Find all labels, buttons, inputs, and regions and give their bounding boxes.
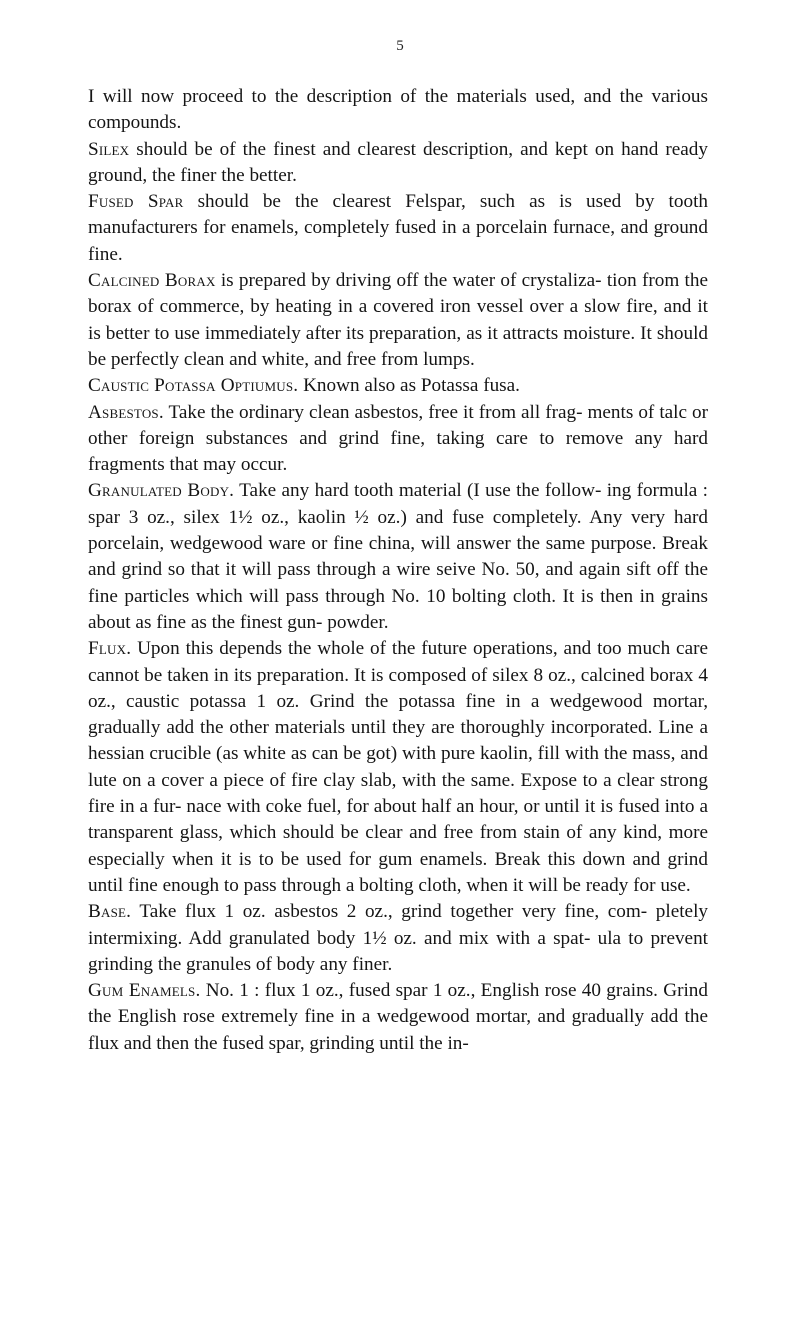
paragraph-calcined-borax bbox=[88, 268, 708, 373]
paragraph-caustic-potassa bbox=[88, 373, 708, 399]
paragraph-heading: Granulated Body. bbox=[88, 480, 235, 502]
paragraph-asbestos bbox=[88, 400, 708, 479]
paragraph-text: Known also as Potassa fusa. bbox=[298, 375, 520, 397]
paragraph-text: Take the ordinary clean asbestos, free it from all frag- ments of talc or other foreign substances and grind fine, taking care to remove any hard fragments that may occur. bbox=[88, 401, 708, 476]
paragraph-heading: Gum Enamels. bbox=[88, 980, 201, 1002]
paragraph-heading: Caustic Potassa Optiumus. bbox=[88, 375, 299, 397]
paragraph-heading: Calcined Borax bbox=[88, 270, 216, 292]
paragraph-base bbox=[88, 899, 708, 978]
paragraph-heading: Flux. bbox=[88, 638, 132, 660]
paragraph-text: Take any hard tooth material (I use the follow- ing formula : spar 3 oz., silex 1½ oz., kaolin ½ oz.) and fuse completely. Any very hard porcelain, wedgewood ware or fine china, will answer the same purpose. Break and grind so that it will pass through a wire seive No. 50, and again sift off the fine particles which will pass through No. 10 bolting cloth. It is then in grains about as fine as the finest gun- powder. bbox=[88, 480, 708, 633]
body-text bbox=[88, 84, 708, 1057]
paragraph-heading: Fused Spar bbox=[88, 191, 184, 213]
page-number: 5 bbox=[396, 38, 404, 54]
paragraph-intro bbox=[88, 84, 708, 137]
paragraph-text: I will now proceed to the description of the materials used, and the various compounds. bbox=[88, 86, 708, 134]
paragraph-silex bbox=[88, 137, 708, 190]
paragraph-heading: Base. bbox=[88, 901, 132, 923]
paragraph-fused-spar bbox=[88, 189, 708, 268]
paragraph-heading: Asbestos. bbox=[88, 401, 164, 423]
paragraph-text: Upon this depends the whole of the future operations, and too much care cannot be taken in its preparation. It is composed of silex 8 oz., calcined borax 4 oz., caustic potassa 1 oz. Grind the potassa fine in a wedgewood mortar, gradually add the other materials until they are thoroughly incorporated. Line a hessian crucible (as white as can be got) with pure kaolin, fill with the mass, and lute on a cover a piece of fire clay slab, with the same. Expose to a clear strong fire in a fur- nace with coke fuel, for about half an hour, or until it is fused into a transparent glass, which should be clear and free from stain of any kind, more especially when it is to be used for gum enamels. Break this down and grind until fine enough to pass through a bolting cloth, when it will be ready for use. bbox=[88, 638, 708, 896]
paragraph-granulated-body bbox=[88, 478, 708, 636]
paragraph-text: is prepared by driving off the water of crystaliza- tion from the borax of commerce, by heating in a covered iron vessel over a slow fire, and it is better to use immediately after its preparation, as it attracts moisture. It should be perfectly clean and white, and free from lumps. bbox=[88, 270, 708, 370]
paragraph-text: Take flux 1 oz. asbestos 2 oz., grind together very fine, com- pletely intermixing. Add granulated body 1½ oz. and mix with a spat- ula to prevent grinding the granules of body any finer. bbox=[88, 901, 708, 975]
paragraph-flux bbox=[88, 636, 708, 899]
paragraph-text: should be of the finest and clearest description, and kept on hand ready ground, the finer the better. bbox=[88, 138, 708, 186]
paragraph-heading: Silex bbox=[88, 138, 130, 160]
paragraph-text: No. 1 : flux 1 oz., fused spar 1 oz., English rose 40 grains. Grind the English rose extremely fine in a wedgewood mortar, and gradually add the flux and then the fused spar, grinding until the in- bbox=[88, 980, 708, 1054]
paragraph-gum-enamels bbox=[88, 978, 708, 1057]
paragraph-text: should be the clearest Felspar, such as is used by tooth manufacturers for enamels, completely fused in a porcelain furnace, and ground fine. bbox=[88, 191, 709, 265]
